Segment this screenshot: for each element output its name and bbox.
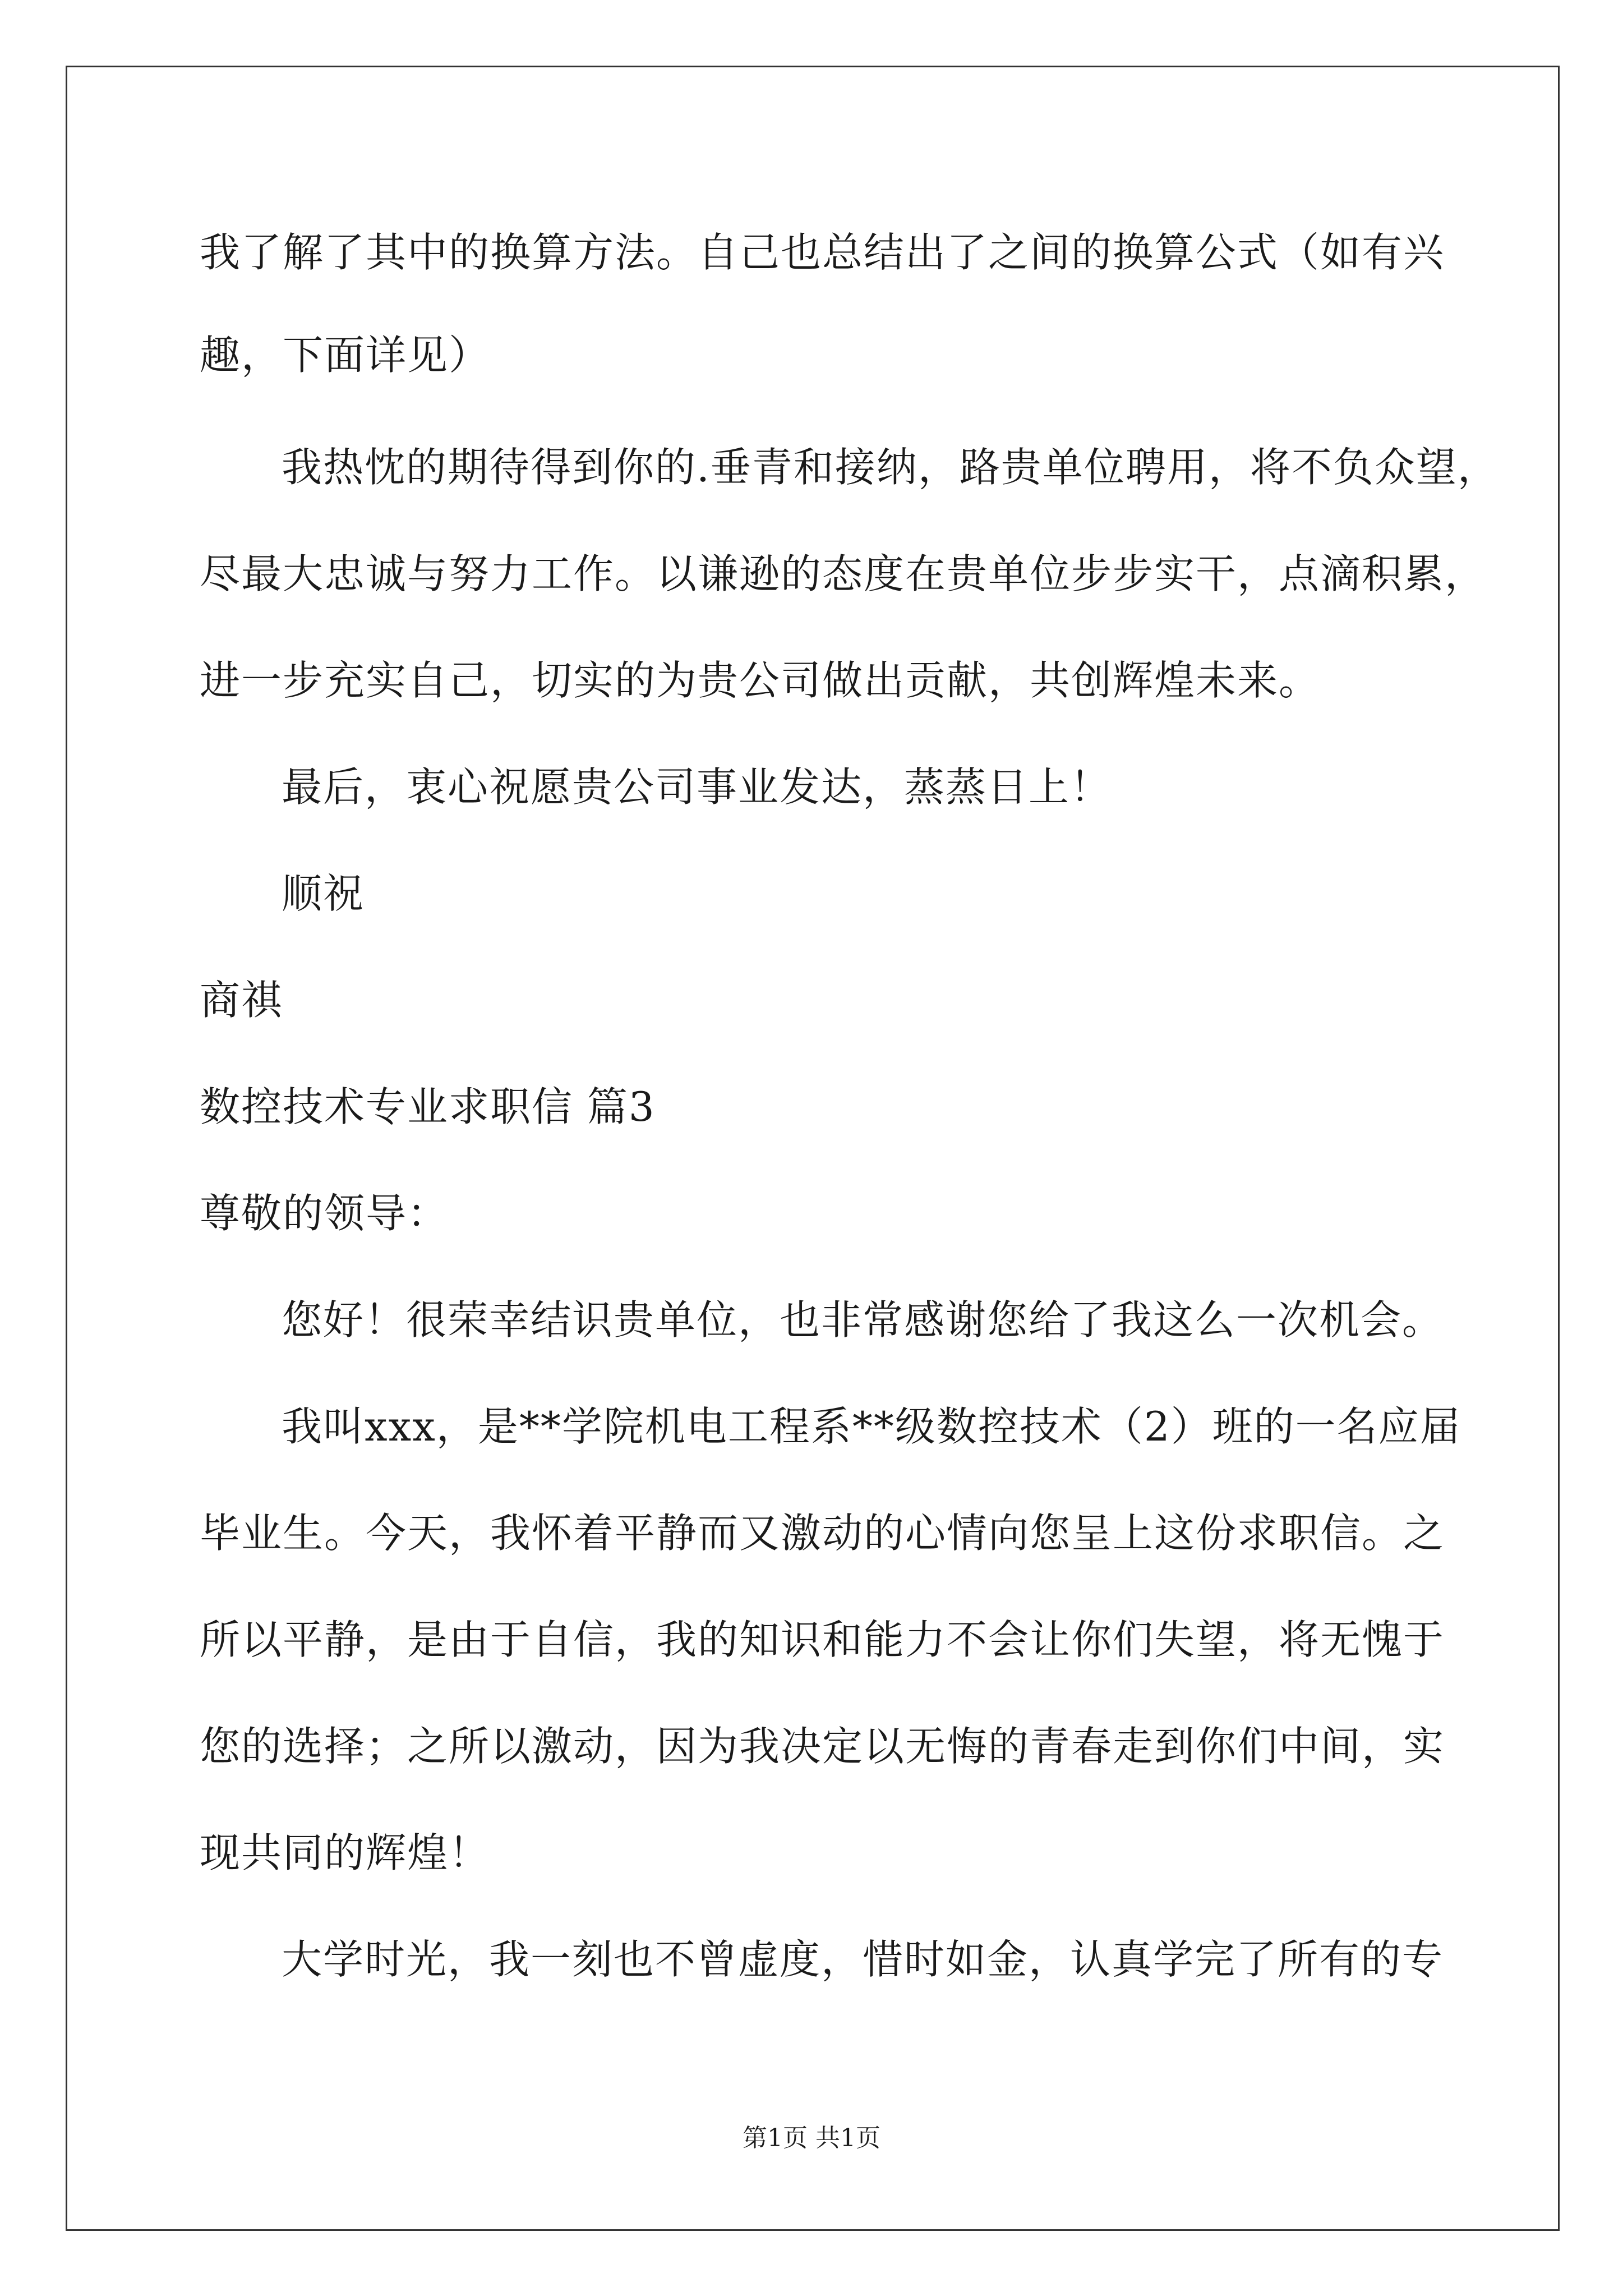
closing-signature: 商祺 — [200, 977, 283, 1024]
text-line: 尽最大忠诚与努力工作。以谦逊的态度在贵单位步步实干，点滴积累， — [200, 550, 1487, 597]
page-border — [66, 66, 1560, 2231]
text-line: 您的选择；之所以激动，因为我决定以无悔的青春走到你们中间，实 — [200, 1723, 1445, 1770]
text-line: 进一步充实自己，切实的为贵公司做出贡献，共创辉煌未来。 — [200, 657, 1321, 704]
text-line: 最后，衷心祝愿贵公司事业发达，蒸蒸日上！ — [282, 763, 1112, 811]
text-line: 我了解了其中的换算方法。自己也总结出了之间的换算公式（如有兴 — [200, 229, 1445, 276]
section-heading: 数控技术专业求职信 篇3 — [200, 1083, 656, 1130]
text-line: 毕业生。今天，我怀着平静而又激动的心情向您呈上这份求职信。之 — [200, 1510, 1445, 1557]
salutation: 尊敬的领导： — [200, 1190, 449, 1237]
text-line: 顺祝 — [282, 870, 365, 917]
text-line: 趣，下面详见） — [200, 332, 491, 379]
page-footer: 第1页 共1页 — [743, 2124, 880, 2152]
text-line: 我热忱的期待得到你的.垂青和接纳，路贵单位聘用，将不负众望， — [282, 444, 1499, 491]
text-line: 现共同的辉煌！ — [200, 1829, 491, 1876]
text-line: 我叫xxx，是**学院机电工程系**级数控技术（2）班的一名应届 — [282, 1403, 1461, 1450]
text-line: 所以平静，是由于自信，我的知识和能力不会让你们失望，将无愧于 — [200, 1616, 1445, 1663]
text-line: 大学时光，我一刻也不曾虚度，惜时如金，认真学完了所有的专 — [282, 1936, 1444, 1983]
text-line: 您好！很荣幸结识贵单位，也非常感谢您给了我这么一次机会。 — [282, 1296, 1444, 1343]
